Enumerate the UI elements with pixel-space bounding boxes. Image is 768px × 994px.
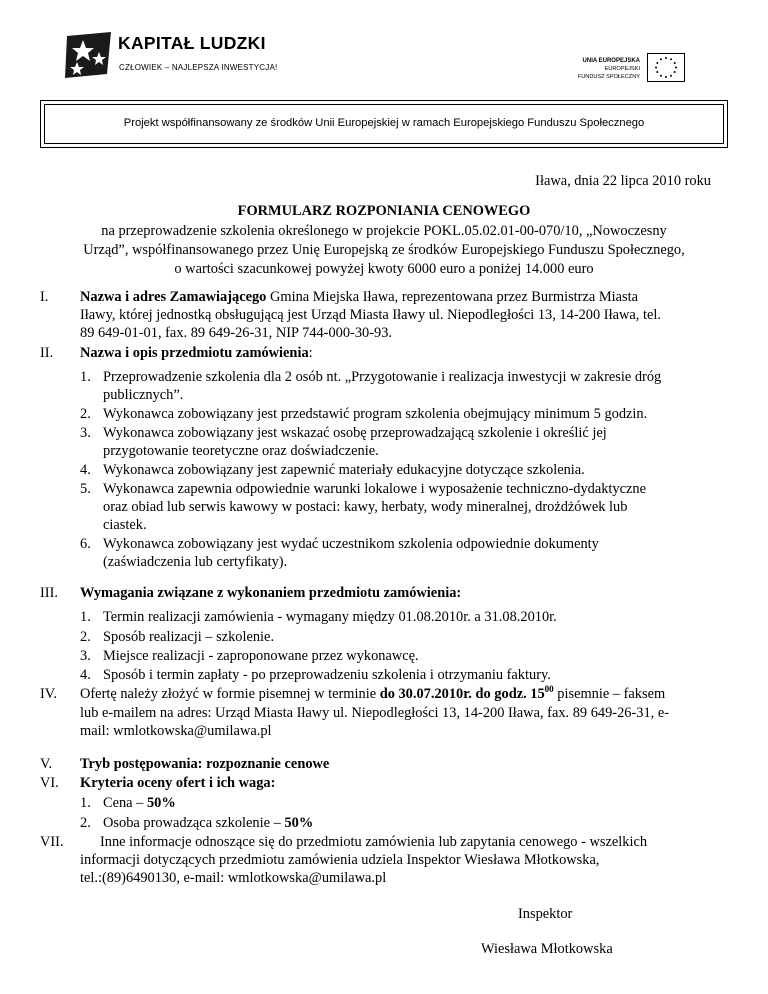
list-item: (zaświadczenia lub certyfikaty). xyxy=(103,554,288,570)
list-item: Wykonawca zapewnia odpowiednie warunki lokalowe i wyposażenie techniczno-dydaktyczne xyxy=(103,481,646,497)
list-number: 1. xyxy=(80,609,91,625)
list-item: Sposób realizacji – szkolenie. xyxy=(103,629,275,645)
list-item: Miejsce realizacji - zaproponowane przez wykonawcę. xyxy=(103,648,419,664)
eu-label xyxy=(540,57,640,81)
list-item: Termin realizacji zamówienia - wymagany między 01.08.2010r. a 31.08.2010r. xyxy=(103,609,557,625)
eu-line-1: UNIA EUROPEJSKA xyxy=(582,58,640,64)
list-number: 3. xyxy=(80,425,91,441)
list-number: 3. xyxy=(80,648,91,664)
section-5-heading: Tryb postępowania: rozpoznanie cenowe xyxy=(80,756,330,772)
banner-text: Projekt współfinansowany ze środków Unii Europejskiej w ramach Europejskiego Funduszu Społecznego xyxy=(123,117,645,129)
deadline: do 30.07.2010r. do godz. 15 xyxy=(379,686,545,702)
section-4-text: pisemnie – faksem xyxy=(553,686,666,702)
list-number: 1. xyxy=(80,795,91,811)
list-item xyxy=(103,795,176,812)
list-item: publicznych”. xyxy=(103,387,184,403)
section-2-line xyxy=(80,345,313,362)
list-number: 4. xyxy=(80,667,91,683)
section-2-heading: Nazwa i opis przedmiotu zamówienia xyxy=(80,345,309,361)
section-1-number: I. xyxy=(40,289,49,305)
list-item: przygotowanie teoretyczne oraz doświadczenie. xyxy=(103,443,379,459)
section-4-line xyxy=(80,686,665,703)
section-1-line: Iławy, której jednostką obsługującą jest Urząd Miasta Iławy ul. Niepodległości 13, 14-200 Iława, tel. xyxy=(80,307,661,323)
section-2-colon: : xyxy=(308,345,313,361)
list-item: oraz obiad lub serwis kawowy w postaci: kawy, herbaty, wody mineralnej, drożdżówek lub xyxy=(103,499,628,515)
list-number: 1. xyxy=(80,369,91,385)
list-item: ciastek. xyxy=(103,517,147,533)
list-number: 2. xyxy=(80,815,91,831)
section-6-number: VI. xyxy=(40,775,59,791)
section-7-number: VII. xyxy=(40,834,64,850)
intro-line: Urząd”, współfinansowanego przez Unię Europejską ze środków Europejskiego Funduszu Społecznego, xyxy=(83,242,685,258)
eu-flag-icon xyxy=(647,53,685,82)
criterion-label: Osoba prowadząca szkolenie – xyxy=(103,815,285,831)
logo-title: KAPITAŁ LUDZKI xyxy=(118,33,266,53)
eu-line-3: FUNDUSZ SPOŁECZNY xyxy=(577,74,640,80)
list-number: 2. xyxy=(80,406,91,422)
signature-role: Inspektor xyxy=(518,906,573,922)
list-item xyxy=(103,815,313,832)
section-7-line: informacji dotyczących przedmiotu zamówienia udziela Inspektor Wiesława Młotkowska, xyxy=(80,852,600,868)
list-item: Przeprowadzenie szkolenia dla 2 osób nt. „Przygotowanie i realizacja inwestycji w zakresie dróg xyxy=(103,369,662,385)
section-4-number: IV. xyxy=(40,686,57,702)
section-1-line xyxy=(80,289,638,306)
section-1-heading: Nazwa i adres Zamawiającego xyxy=(80,289,267,305)
intro-paragraph xyxy=(40,222,728,279)
section-7-line: tel.:(89)6490130, e-mail: wmlotkowska@umilawa.pl xyxy=(80,870,387,886)
signature-name: Wiesława Młotkowska xyxy=(481,941,613,957)
section-4-line: mail: wmlotkowska@umilawa.pl xyxy=(80,723,272,739)
criterion-weight: 50% xyxy=(284,815,314,831)
section-4-line: lub e-mailem na adres: Urząd Miasta Iławy ul. Niepodległości 13, 14-200 Iława, fax. 89 649-26-31, e- xyxy=(80,705,670,721)
list-item: Wykonawca zobowiązany jest wydać uczestnikom szkolenia odpowiednie dokumenty xyxy=(103,536,599,552)
section-7-line: Inne informacje odnoszące się do przedmiotu zamówienia lub zapytania cenowego - wszelkich xyxy=(100,834,648,850)
document-date: Iława, dnia 22 lipca 2010 roku xyxy=(535,173,711,189)
list-number: 4. xyxy=(80,462,91,478)
list-number: 5. xyxy=(80,481,91,497)
section-3-number: III. xyxy=(40,585,58,601)
section-1-text: Gmina Miejska Iława, reprezentowana przez Burmistrza Miasta xyxy=(266,289,638,305)
section-6-heading: Kryteria oceny ofert i ich waga: xyxy=(80,775,276,791)
list-number: 6. xyxy=(80,536,91,552)
intro-line: na przeprowadzenie szkolenia określonego w projekcie POKL.05.02.01-00-070/10, „Nowoczesny xyxy=(101,223,667,239)
eu-line-2: EUROPEJSKI xyxy=(604,66,640,72)
list-item: Wykonawca zobowiązany jest przedstawić program szkolenia obejmujący minimum 5 godzin. xyxy=(103,406,648,422)
kapital-ludzki-logo-icon xyxy=(63,30,115,82)
section-2-number: II. xyxy=(40,345,54,361)
section-1-line: 89 649-01-01, fax. 89 649-26-31, NIP 744-000-30-93. xyxy=(80,325,393,341)
section-3-heading: Wymagania związane z wykonaniem przedmiotu zamówienia: xyxy=(80,585,462,601)
criterion-label: Cena – xyxy=(103,795,147,811)
section-5-number: V. xyxy=(40,756,53,772)
deadline-minutes: 00 xyxy=(544,684,554,694)
list-item: Sposób i termin zapłaty - po przeprowadzeniu szkolenia i otrzymaniu faktury. xyxy=(103,667,551,683)
logo-subtitle: CZŁOWIEK – NAJLEPSZA INWESTYCJA! xyxy=(119,63,278,72)
list-item: Wykonawca zobowiązany jest zapewnić materiały edukacyjne dotyczące szkolenia. xyxy=(103,462,585,478)
criterion-weight: 50% xyxy=(146,795,176,811)
list-number: 2. xyxy=(80,629,91,645)
intro-line: o wartości szacunkowej powyżej kwoty 6000 euro a poniżej 14.000 euro xyxy=(174,261,594,277)
section-4-text: Ofertę należy złożyć w formie pisemnej w terminie xyxy=(80,686,380,702)
document-title: FORMULARZ ROZPONIANIA CENOWEGO xyxy=(237,203,531,219)
list-item: Wykonawca zobowiązany jest wskazać osobę przeprowadzającą szkolenie i określić jej xyxy=(103,425,607,441)
